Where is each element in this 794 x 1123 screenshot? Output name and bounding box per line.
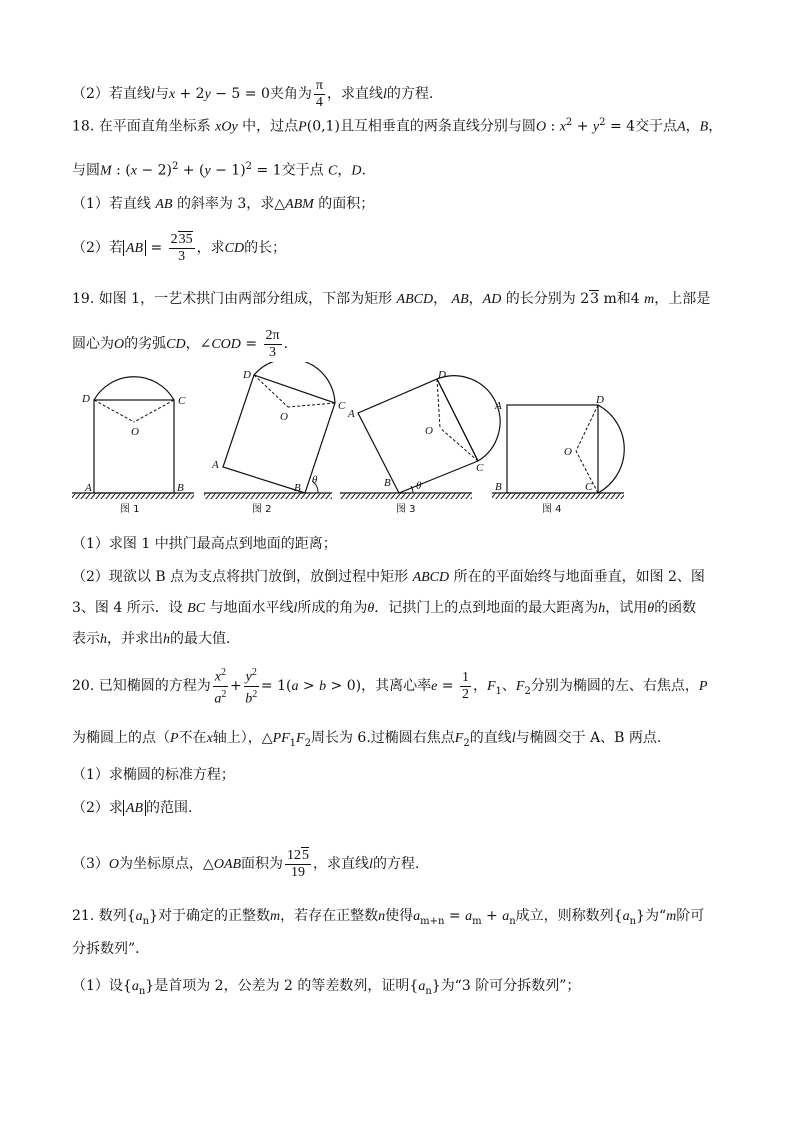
svg-text:C: C xyxy=(338,400,346,412)
svg-text:C: C xyxy=(178,395,186,407)
figure-3 xyxy=(340,369,500,499)
svg-text:O: O xyxy=(425,425,433,437)
q20-part1: （1）求椭圆的标准方程； xyxy=(72,767,235,783)
svg-text:A: A xyxy=(495,400,502,412)
q20-intro: 20. 已知椭圆的方程为 $\frac{x^2}{a^2}$ + $\frac{y^2}{b^2}$ = 1(a > b > 0)，其离心率e = $\frac{1}{2}$ ，$F_1$、$F_2$分别为椭圆的左、右焦点，P xyxy=(72,666,708,707)
figure-2-caption: 图 2 xyxy=(252,504,272,515)
svg-text:B: B xyxy=(294,482,301,494)
figure-1-caption: 图 1 xyxy=(120,504,140,515)
q19-part1: （1）求图 1 中拱门最高点到地面的距离； xyxy=(72,536,337,552)
svg-text:O: O xyxy=(280,411,288,423)
svg-text:D: D xyxy=(596,394,604,406)
q18-part1: （1）若直线 AB 的斜率为 3，求△ABM 的面积； xyxy=(72,196,375,212)
q17-part2: （2）若直线l与x + 2y − 5 = 0夹角为 $\frac{\pi}{4}$ ，求直线l的方程. xyxy=(72,77,434,110)
q19-part2-l1: （2）现欲以 B 点为支点将拱门放倒，放倒过程中矩形 ABCD 所在的平面始终与地面垂直，如图 2、图 xyxy=(72,569,705,585)
figure-4-caption: 图 4 xyxy=(542,504,562,515)
svg-text:A: A xyxy=(212,459,219,471)
svg-text:D: D xyxy=(82,393,90,405)
svg-text:B: B xyxy=(384,477,391,489)
q21-intro: 21. 数列$\{a_n\}$对于确定的正整数m，若存在正整数n使得$a_{m+n} = a_m + a_n$成立，则称数列$\{a_n\}$为“m阶可 xyxy=(72,908,705,927)
q19-intro: 19. 如图 1，一艺术拱门由两部分组成，下部为矩形 ABCD， AB，AD 的长分别为 23 m和4 m，上部是 xyxy=(72,291,711,307)
svg-text:A: A xyxy=(85,482,92,494)
q19-figures xyxy=(0,362,794,522)
q18-part2: （2）若 AB = $\frac{235}{3}$ ，求CD的长； xyxy=(72,231,287,264)
q19-line2: 圆心为O的劣弧CD，∠COD = $\frac{2\pi}{3}$ . xyxy=(72,327,289,360)
svg-text:D: D xyxy=(243,369,251,381)
figure-1 xyxy=(72,377,194,499)
q20-part3: （3）O为坐标原点，△OAB面积为 $\frac{125}{19}$ ，求直线l的方程. xyxy=(72,847,420,880)
q21-part1: （1）设$\{a_n\}$是首项为 2，公差为 2 的等差数列，证明$\{a_n\}$为“3 阶可分拆数列”； xyxy=(72,978,581,997)
svg-text:B: B xyxy=(177,482,184,494)
svg-text:C: C xyxy=(476,462,484,474)
figure-2 xyxy=(204,362,346,499)
svg-text:A: A xyxy=(348,408,355,420)
svg-text:θ: θ xyxy=(416,480,422,492)
figure-3-caption: 图 3 xyxy=(396,504,416,515)
svg-text:O: O xyxy=(564,446,572,458)
figure-4 xyxy=(492,394,624,499)
q19-part2-l2: 3、图 4 所示．设 BC 与地面水平线l所成的角为θ．记拱门上的点到地面的最大距离为h，试用θ的函数 xyxy=(72,600,697,616)
svg-text:O: O xyxy=(131,426,139,438)
svg-text:B: B xyxy=(495,481,502,493)
q20-line2: 为椭圆上的点（P不在x轴上），$\triangle PF_1F_2$周长为 6.过椭圆右焦点$F_2$的直线l与椭圆交于 A、B 两点. xyxy=(72,730,662,749)
q19-part2-l3: 表示h，并求出h的最大值． xyxy=(72,631,240,647)
svg-text:C: C xyxy=(585,481,593,493)
svg-text:θ: θ xyxy=(312,474,318,486)
svg-text:D: D xyxy=(438,369,446,381)
q18-intro: 18. 在平面直角坐标系 xOy 中，过点P(0,1)且互相垂直的两条直线分别与圆O : $x^2 + y^2 = 4$交于点A，B， xyxy=(72,117,723,135)
q20-part2: （2）求 AB 的范围. xyxy=(72,800,193,816)
q18-line2: 与圆M : $(x - 2)^2 + (y - 1)^2 = 1$交于点 C，D. xyxy=(72,161,366,179)
q21-line2: 分拆数列”． xyxy=(72,941,150,957)
